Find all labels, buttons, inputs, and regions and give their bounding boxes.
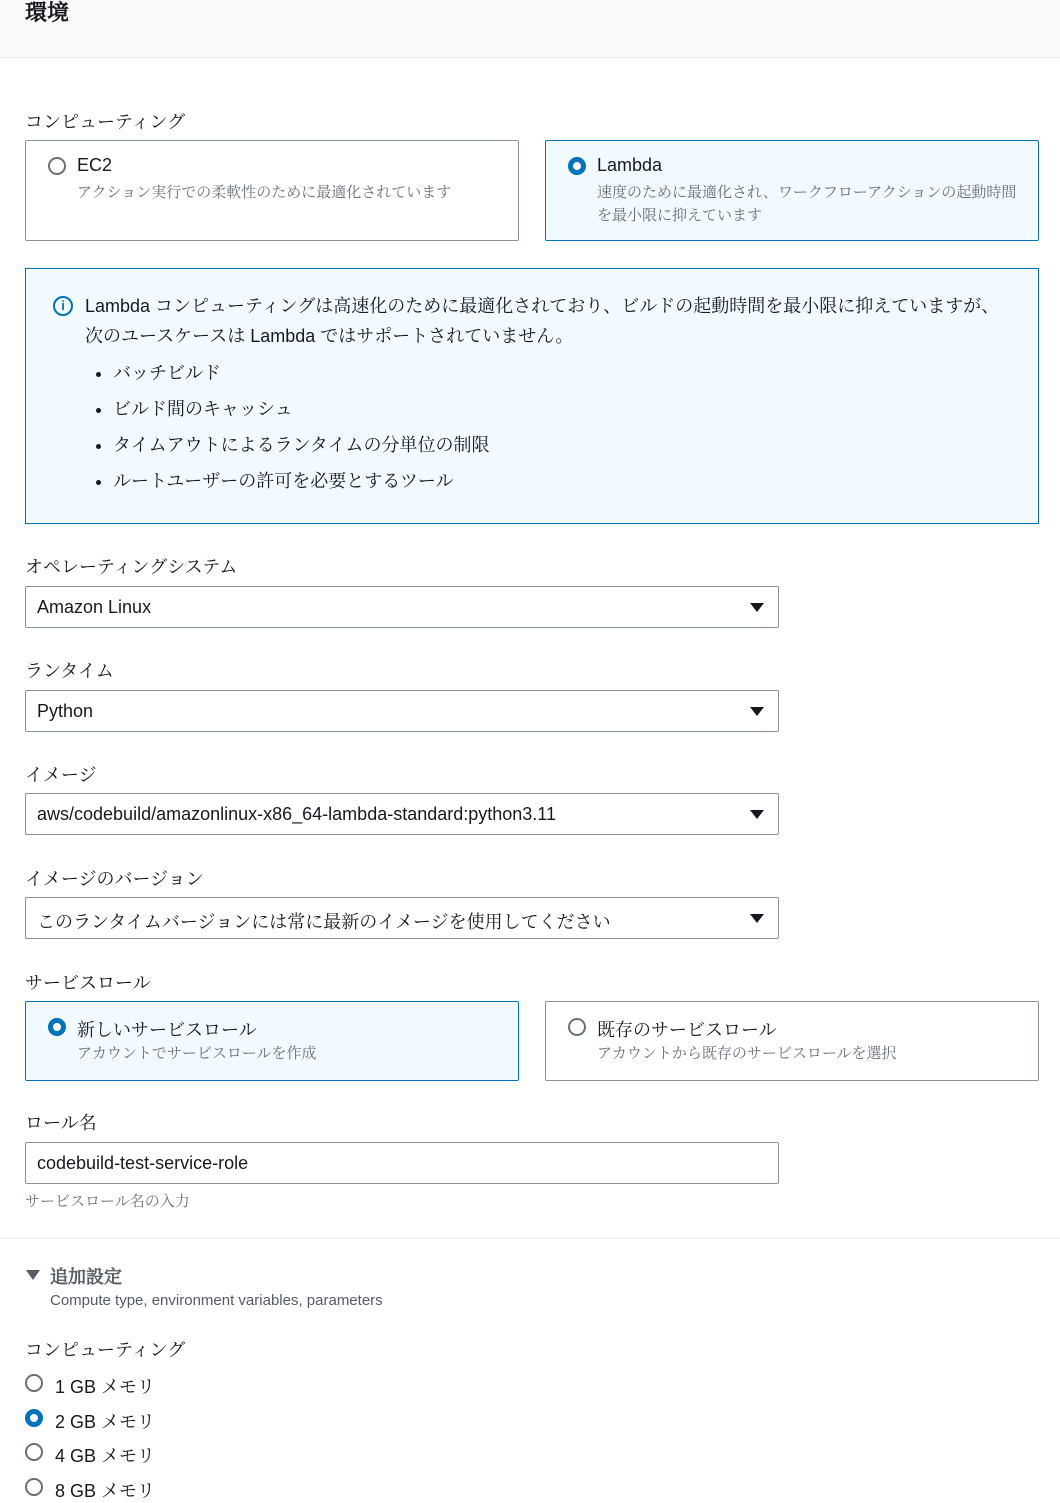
option-title: 既存のサービスロール [597, 1020, 777, 1040]
image-select[interactable] [25, 793, 779, 835]
os-value: Amazon Linux [37, 597, 152, 617]
radio-existing-role[interactable] [568, 1018, 586, 1036]
additional-settings-subtitle: Compute type, environment variables, parameters [50, 1292, 383, 1309]
memory-option-4gb[interactable] [25, 1442, 225, 1464]
role-name-label: ロール名 [25, 1113, 97, 1133]
memory-option-8gb[interactable] [25, 1477, 225, 1499]
runtime-select[interactable] [25, 690, 779, 732]
memory-option-2gb[interactable] [25, 1408, 225, 1430]
memory-compute-label: コンピューティング [25, 1340, 186, 1360]
radio[interactable] [25, 1443, 43, 1461]
section-header [0, 0, 1060, 58]
radio-ec2[interactable] [48, 157, 66, 175]
divider [0, 1238, 1060, 1239]
compute-label: コンピューティング [25, 112, 186, 132]
option-desc: アカウントから既存のサービスロールを選択 [597, 1045, 897, 1062]
image-label: イメージ [25, 765, 97, 785]
info-icon: i [53, 296, 73, 316]
radio-new-role[interactable] [48, 1018, 66, 1036]
option-desc: アカウントでサービスロールを作成 [77, 1045, 317, 1062]
option-title: Lambda [597, 155, 663, 175]
additional-settings-toggle[interactable] [25, 1263, 225, 1287]
image-version-select[interactable] [25, 897, 779, 939]
info-list-item: • タイムアウトによるランタイムの分単位の制限 [113, 427, 490, 463]
radio[interactable] [25, 1478, 43, 1496]
service-role-option-new[interactable] [25, 1001, 519, 1081]
radio[interactable] [25, 1409, 43, 1427]
info-list-item: • バッチビルド [113, 355, 490, 391]
caret-down-icon [750, 914, 764, 923]
option-title: 新しいサービスロール [77, 1020, 257, 1040]
os-select[interactable] [25, 586, 779, 628]
radio[interactable] [25, 1374, 43, 1392]
caret-down-icon [750, 707, 764, 716]
info-list-item: • ルートユーザーの許可を必要とするツール [113, 463, 490, 499]
role-name-input[interactable] [25, 1142, 779, 1184]
role-name-value: codebuild-test-service-role [37, 1153, 249, 1173]
option-label: 2 GB メモリ [55, 1412, 156, 1432]
image-version-value: このランタイムバージョンには常に最新のイメージを使用してください [37, 912, 611, 932]
memory-option-1gb[interactable] [25, 1373, 225, 1395]
image-version-label: イメージのバージョン [25, 869, 204, 889]
caret-down-icon [750, 603, 764, 612]
runtime-label: ランタイム [25, 661, 114, 681]
image-value: aws/codebuild/amazonlinux-x86_64-lambda-standard:python3.11 [37, 804, 556, 824]
option-desc: アクション実行での柔軟性のために最適化されています [77, 184, 452, 201]
option-label: 1 GB メモリ [55, 1377, 156, 1397]
option-title: EC2 [77, 155, 113, 175]
compute-option-lambda[interactable] [545, 140, 1039, 241]
info-alert [25, 268, 1039, 524]
radio-lambda[interactable] [568, 157, 586, 175]
option-label: 8 GB メモリ [55, 1481, 156, 1501]
service-role-label: サービスロール [25, 973, 151, 993]
option-desc: 速度のために最適化され、ワークフローアクションの起動時間を最小限に抑えています [597, 184, 1017, 224]
additional-settings-title: 追加設定 [50, 1267, 122, 1287]
role-name-hint: サービスロール名の入力 [25, 1193, 190, 1210]
section-title: 環境 [25, 0, 70, 25]
compute-option-ec2[interactable] [25, 140, 519, 241]
caret-down-icon [750, 810, 764, 819]
option-label: 4 GB メモリ [55, 1446, 156, 1466]
caret-down-icon [26, 1270, 40, 1280]
os-label: オペレーティングシステム [25, 557, 238, 577]
info-list-item: • ビルド間のキャッシュ [113, 391, 490, 427]
service-role-option-existing[interactable] [545, 1001, 1039, 1081]
info-message: Lambda コンピューティングは高速化のために最適化されており、ビルドの起動時間を最小限に抑えていますが、次のユースケースは Lambda ではサポートされていません。 [85, 296, 1000, 346]
runtime-value: Python [37, 701, 94, 721]
